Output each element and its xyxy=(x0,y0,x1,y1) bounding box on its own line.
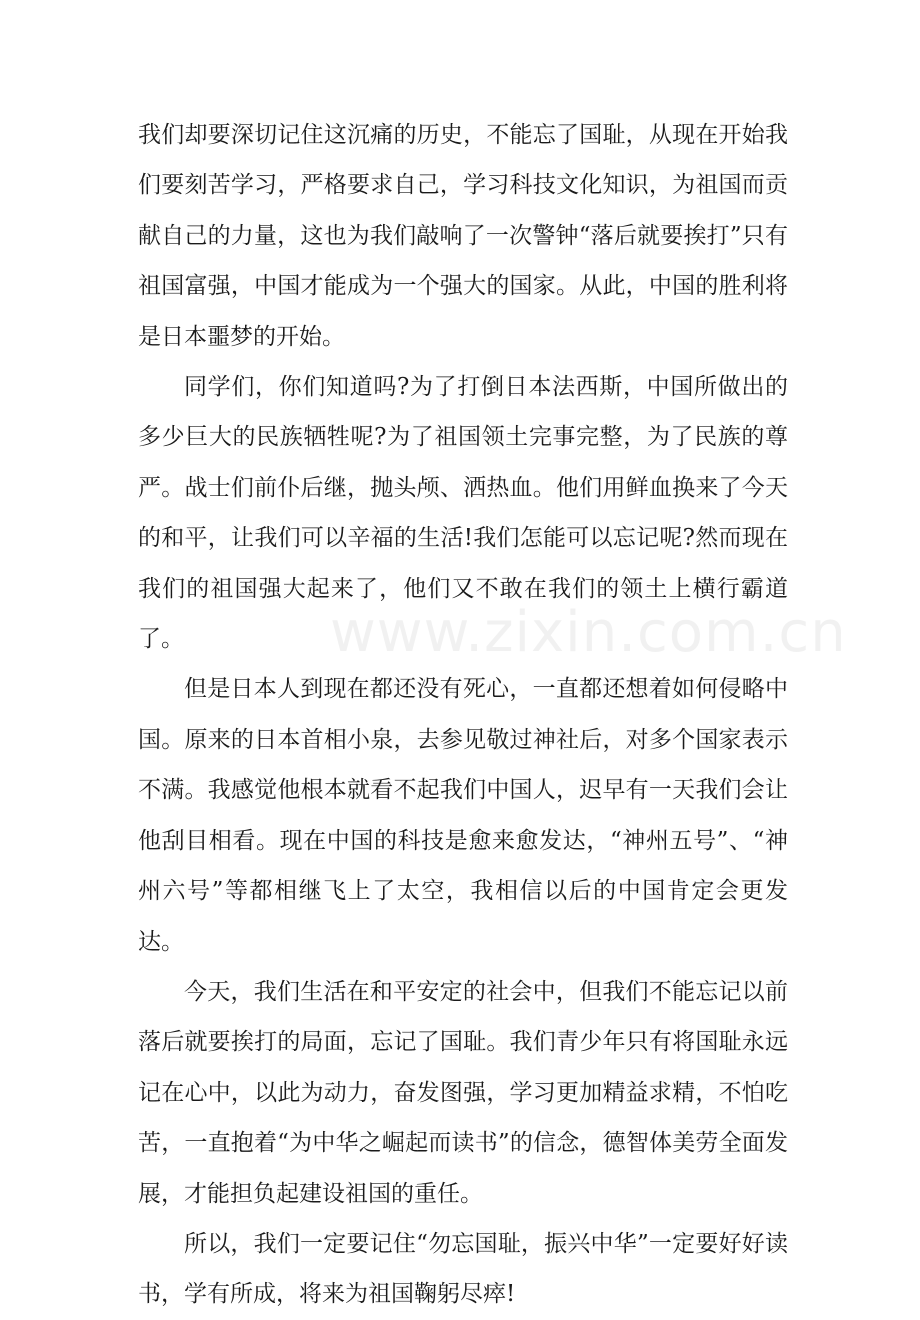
paragraph-5: 所以，我们一定要记住“勿忘国耻，振兴中华”一定要好好读书，学有所成，将来为祖国鞠躬尽瘁! xyxy=(138,1230,788,1308)
paragraph-3: 但是日本人到现在都还没有死心，一直都还想着如何侵略中国。原来的日本首相小泉，去参见敬过神社后，对多个国家表示不满。我感觉他根本就看不起我们中国人，迟早有一天我们会让他刮目相看。现在中国的科技是愈来愈发达，“神州五号”、“神州六号”等都相继飞上了太空，我相信以后的中国肯定会更发达。 xyxy=(138,676,788,955)
paragraph-4: 今天，我们生活在和平安定的社会中，但我们不能忘记以前落后就要挨打的局面，忘记了国耻。我们青少年只有将国耻永远记在心中，以此为动力，奋发图强，学习更加精益求精，不怕吃苦，一直抱着“为中华之崛起而读书”的信念，德智体美劳全面发展，才能担负起建设祖国的重任。 xyxy=(138,978,788,1207)
paragraph-1: 我们却要深切记住这沉痛的历史，不能忘了国耻，从现在开始我们要刻苦学习，严格要求自己，学习科技文化知识，为祖国而贡献自己的力量，这也为我们敲响了一次警钟“落后就要挨打”只有祖国富强，中国才能成为一个强大的国家。从此，中国的胜利将是日本噩梦的开始。 xyxy=(138,122,788,350)
document-body xyxy=(138,110,847,1320)
watermark: www.zixin.com.cn xyxy=(330,600,847,665)
paragraph-2: 同学们，你们知道吗?为了打倒日本法西斯，中国所做出的多少巨大的民族牺牲呢?为了祖国领土完事完整，为了民族的尊严。战士们前仆后继，抛头颅、洒热血。他们用鲜血换来了今天的和平，让我们可以辛福的生活!我们怎能可以忘记呢?然而现在我们的祖国强大起来了，他们又不敢在我们的领土上横行霸道了。 xyxy=(138,374,788,653)
